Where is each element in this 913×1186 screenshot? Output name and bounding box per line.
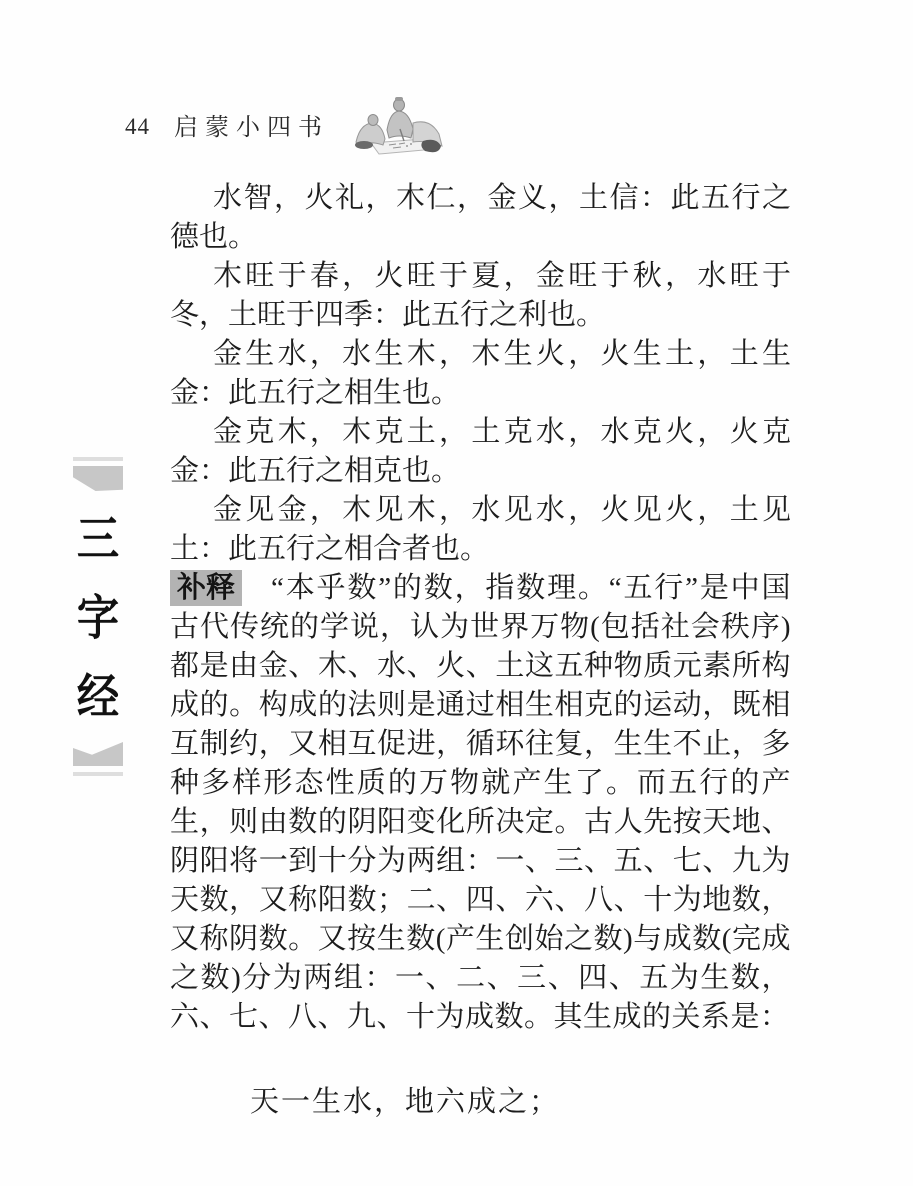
annotation-paragraph [170,569,791,1037]
chapter-title-char: 经 [76,671,120,724]
text-block [170,179,791,1122]
verse-line: 天一生水，地六成之； [250,1086,561,1118]
ribbon-top-line [73,457,123,461]
annotation-text: “本乎数”的数，指数理。“五行”是中国古代传统的学说，认为世界万物(包括社会秩序)都是由金、木、水、火、土这五种物质元素所构成的。构成的法则是通过相生相克的运动，既相互制约，又相互促进，循环往复，生生不止，多种多样形态性质的万物就产生了。而五行的产生，则由数的阴阳变化所决定。古人先按天地、阴阳将一到十分为两组：一、三、五、七、九为天数，又称阳数；二、四、六、八、十为地数，又称阴数。又按生数(产生创始之数)与成数(完成之数)分为两组：一、二、三、四、五为生数，六、七、八、九、十为成数。其生成的关系是： [170,572,791,1033]
chapter-title-vertical [73,513,123,725]
book-title: 启蒙小四书 [174,115,329,141]
ribbon-bottom-line [73,772,123,776]
children-studying-illustration [343,96,451,158]
chapter-title-char: 字 [76,592,120,645]
sidebar-chapter-tab [73,457,123,776]
annotation-label: 补释 [170,570,242,606]
classic-paragraph-1: 水智，火礼，木仁，金义，土信：此五行之德也。 [170,182,791,253]
page-number: 44 [125,114,150,139]
classic-paragraph-4: 金克木，木克土，土克水，水克火，火克金：此五行之相克也。 [170,416,791,487]
page-header [125,96,451,158]
chapter-title-char: 三 [76,513,120,566]
ribbon-top [73,466,123,491]
ribbon-bottom [73,741,123,766]
classic-paragraph-5: 金见金，木见木，水见水，火见火，土见土：此五行之相合者也。 [170,494,791,565]
classic-paragraph-3: 金生水，水生木，木生火，火生土，土生金：此五行之相生也。 [170,338,791,409]
classic-paragraph-2: 木旺于春，火旺于夏，金旺于秋，水旺于冬，土旺于四季：此五行之利也。 [170,260,791,331]
